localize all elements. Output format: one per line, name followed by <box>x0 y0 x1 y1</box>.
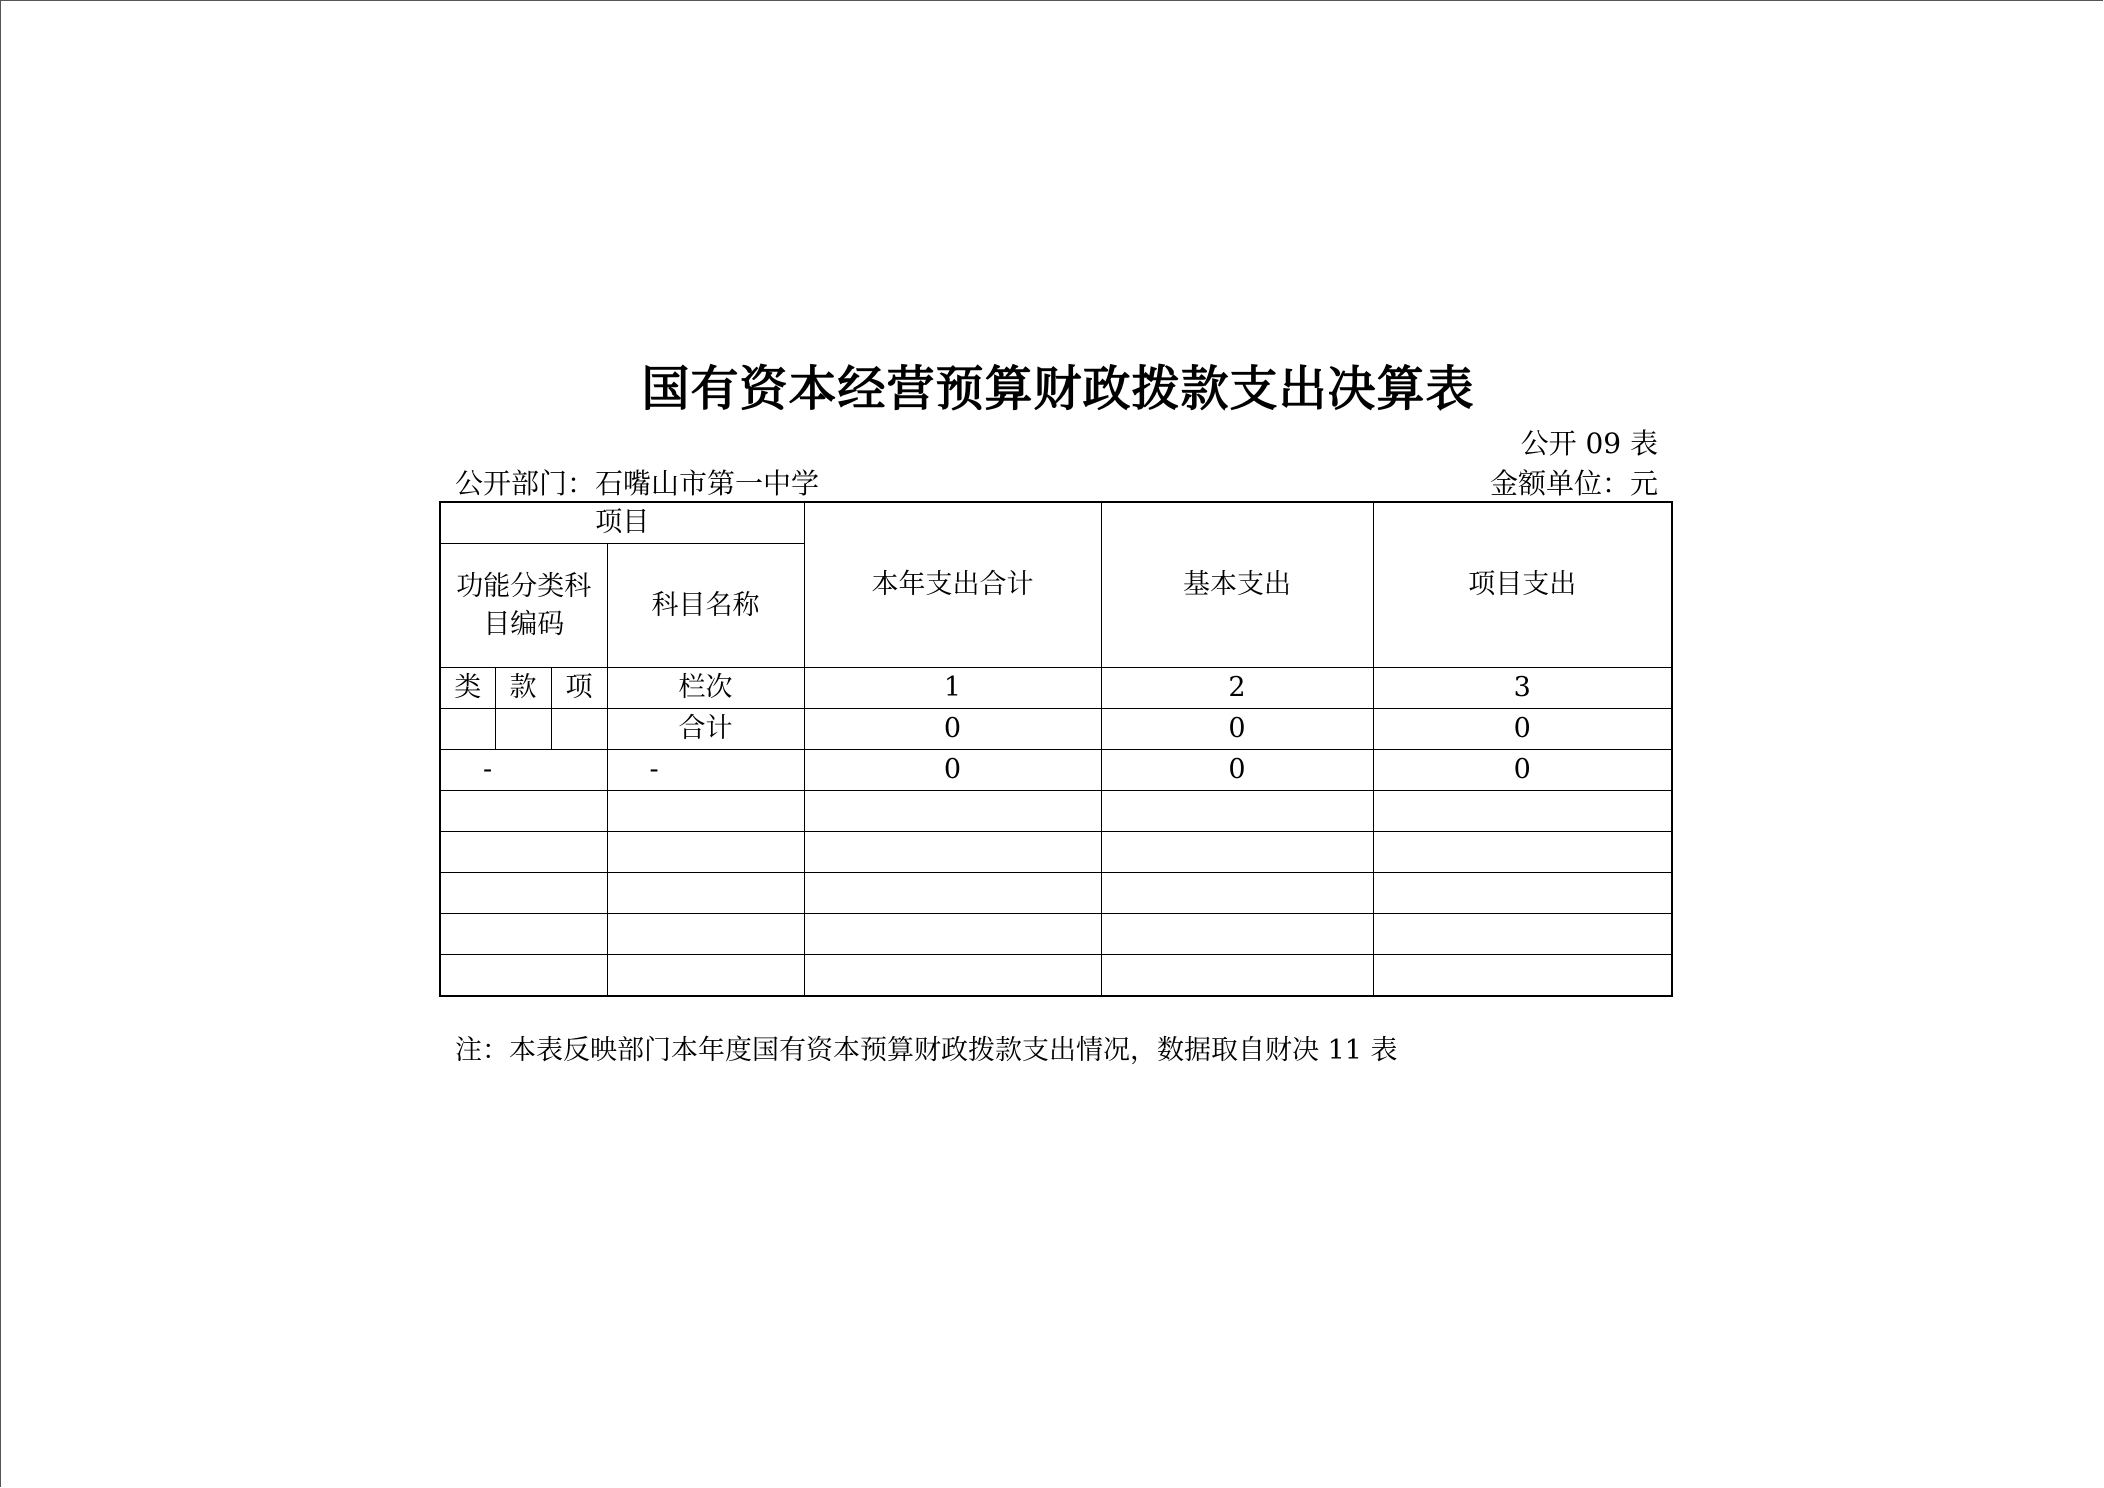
empty-cell <box>804 914 1101 955</box>
index-xiang: 项 <box>551 668 607 709</box>
index-c2: 2 <box>1101 668 1373 709</box>
department-label: 公开部门：石嘴山市第一中学 <box>455 467 820 500</box>
table-row <box>440 750 1672 791</box>
row-code: - <box>440 750 607 791</box>
header-func-code: 功能分类科目编码 <box>440 544 607 668</box>
index-lei: 类 <box>440 668 495 709</box>
total-c1: 0 <box>804 709 1101 750</box>
index-c1: 1 <box>804 668 1101 709</box>
total-row <box>440 709 1672 750</box>
header-basic: 基本支出 <box>1101 502 1373 668</box>
total-lei <box>440 709 495 750</box>
empty-cell <box>1101 791 1373 832</box>
empty-cell <box>607 955 804 997</box>
empty-cell <box>1101 955 1373 997</box>
header-subject-name: 科目名称 <box>607 544 804 668</box>
empty-cell <box>440 873 607 914</box>
footnote: 注：本表反映部门本年度国有资本预算财政拨款支出情况，数据取自财决 11 表 <box>455 1035 1398 1066</box>
form-number: 公开 09 表 <box>1520 427 1658 460</box>
empty-cell <box>1101 832 1373 873</box>
index-c3: 3 <box>1373 668 1672 709</box>
empty-cell <box>1101 914 1373 955</box>
empty-cell <box>804 791 1101 832</box>
empty-row <box>440 832 1672 873</box>
empty-cell <box>440 914 607 955</box>
total-kuan <box>495 709 551 750</box>
index-label: 栏次 <box>607 668 804 709</box>
empty-row <box>440 873 1672 914</box>
empty-cell <box>1373 955 1672 997</box>
empty-cell <box>1373 873 1672 914</box>
empty-cell <box>1373 832 1672 873</box>
empty-cell <box>440 832 607 873</box>
empty-cell <box>607 832 804 873</box>
header-total: 本年支出合计 <box>804 502 1101 668</box>
empty-cell <box>1373 914 1672 955</box>
total-xiang <box>551 709 607 750</box>
empty-row <box>440 914 1672 955</box>
empty-cell <box>804 832 1101 873</box>
empty-cell <box>804 955 1101 997</box>
empty-cell <box>607 873 804 914</box>
empty-cell <box>607 914 804 955</box>
empty-row <box>440 955 1672 997</box>
empty-row <box>440 791 1672 832</box>
empty-cell <box>440 955 607 997</box>
total-label: 合计 <box>607 709 804 750</box>
empty-cell <box>607 791 804 832</box>
empty-cell <box>804 873 1101 914</box>
total-c3: 0 <box>1373 709 1672 750</box>
empty-cell <box>1101 873 1373 914</box>
header-project-expense: 项目支出 <box>1373 502 1672 668</box>
row-c3: 0 <box>1373 750 1672 791</box>
row-c2: 0 <box>1101 750 1373 791</box>
report-title: 国有资本经营预算财政拨款支出决算表 <box>641 361 1475 417</box>
expenditure-table <box>439 501 1673 997</box>
total-c2: 0 <box>1101 709 1373 750</box>
index-row <box>440 668 1672 709</box>
header-project: 项目 <box>440 502 804 544</box>
index-kuan: 款 <box>495 668 551 709</box>
amount-unit-label: 金额单位：元 <box>1489 467 1658 500</box>
row-name: - <box>607 750 804 791</box>
row-c1: 0 <box>804 750 1101 791</box>
empty-cell <box>440 791 607 832</box>
empty-cell <box>1373 791 1672 832</box>
